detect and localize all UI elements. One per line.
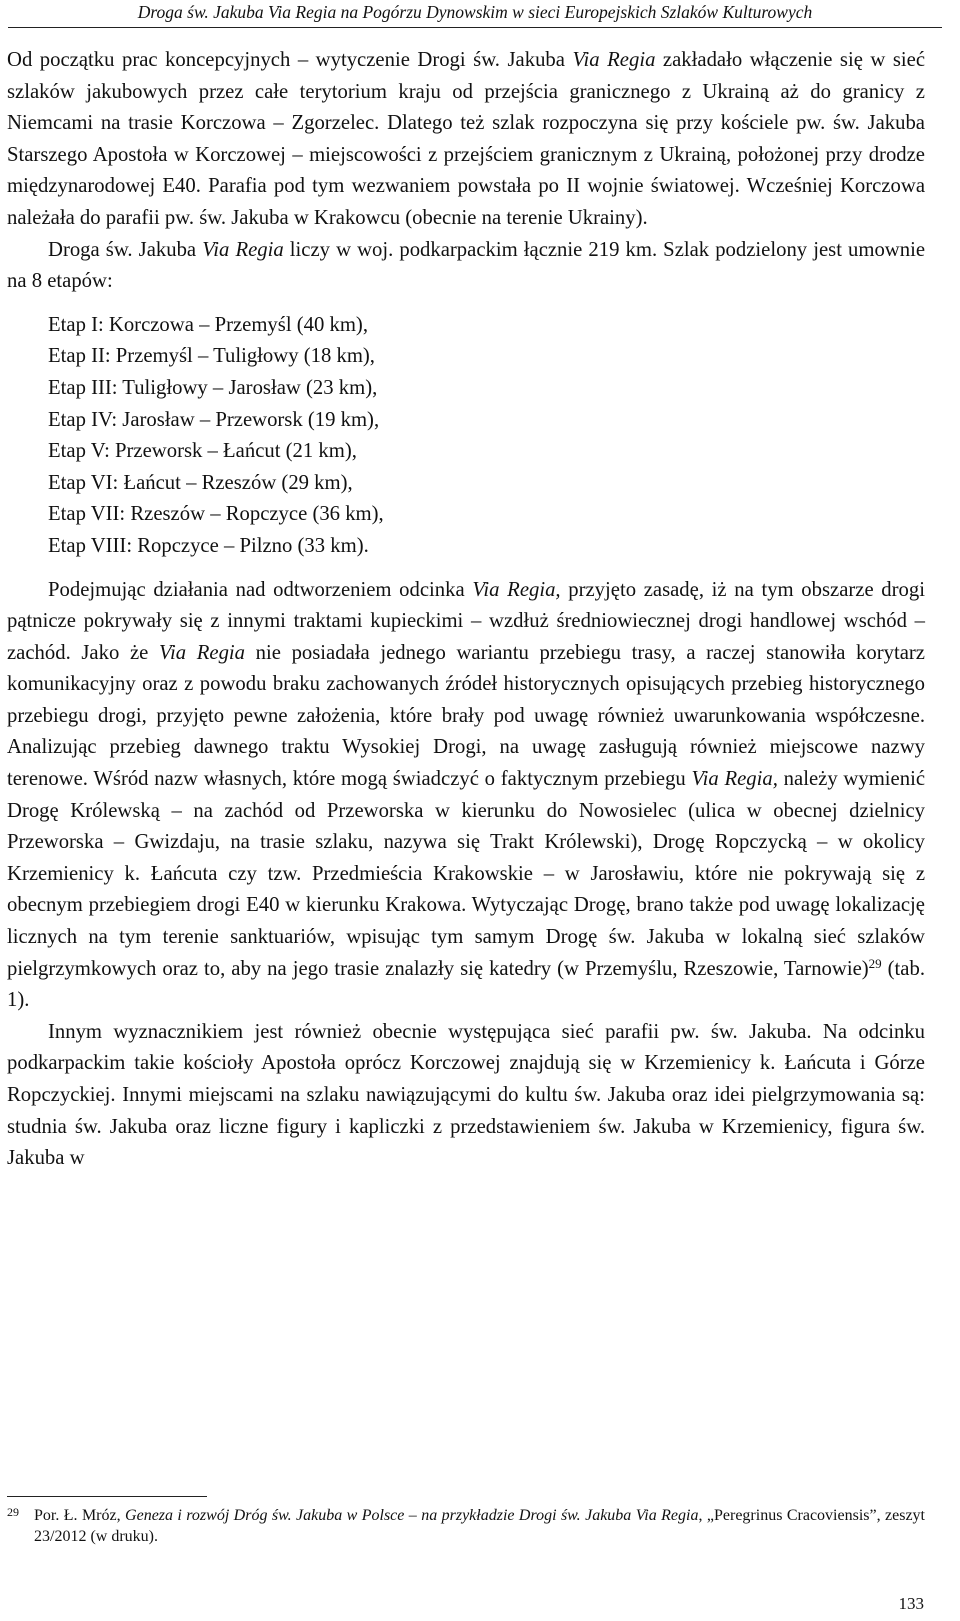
footnote-text-b: , „Peregrinus Cracoviensis”, zeszyt 23/2012 (w druku). <box>34 1507 925 1545</box>
via-regia-italic: Via Regia <box>202 238 284 261</box>
paragraph-3-text-a: Podejmując działania nad odtworzeniem odcinka <box>48 578 473 601</box>
paragraph-2-text-a: Droga św. Jakuba <box>48 238 203 261</box>
stage-item: Etap VIII: Ropczyce – Pilzno (33 km). <box>48 534 369 557</box>
paragraph-3-text-b: przyjęto zasadę, iż na tym obszarze drogi pątnicze pokrywały się z innymi traktami kupieckimi – wzdłuż średniowiecznej drogi handlowej wschód – zachód. Jako że <box>7 578 925 664</box>
via-regia-italic: Via Regia, <box>472 578 561 601</box>
footnote-reference[interactable]: 29 <box>868 955 882 971</box>
paragraph-3-text-d: należy wymienić Drogę Królewską – na zachód od Przeworska w kierunku do Nowosielec (ulica w obecnej dzielnicy Przeworska – Gwizdaju, na trasie szlaku, nazywa się Trakt Królewski), Drogę Ropczycką – w okolicy Krzemienicy k. Łańcuta czy tzw. Przedmieścia Krakowskie – w Jarosławiu, które nie pokrywają się z obecnym przebiegiem drogi E40 w kierunku Krakowa. Wytyczając Drogę, brano także pod uwagę lokalizację licznych na tym terenie sanktuariów, wpisując tym samym Drogę św. Jakuba w lokalną sieć szlaków pielgrzymkowych oraz to, aby na jego trasie znalazły się katedry (w Przemyślu, Rzeszowie, Tarnowie) <box>7 768 926 980</box>
paragraph-4: Innym wyznacznikiem jest również obecnie występująca sieć parafii pw. św. Jakuba. Na odcinku podkarpackim takie kościoły Apostoła oprócz Korczowej znajdują się w Krzemienicy k. Łańcuta i Górze Ropczyckiej. Innymi miejscami na szlaku nawiązującymi do kultu św. Jakuba oraz idei pielgrzymowania są: studnia św. Jakuba oraz liczne figury i kapliczki z przedstawieniem św. Jakuba w Krzemienicy, figura św. Jakuba w <box>7 1020 925 1170</box>
paragraph-3-text-c: nie posiadała jednego wariantu przebiegu trasy, a raczej stanowiła korytarz komunikacyjny oraz z powodu braku zachowanych źródeł historycznych opisujących przebieg historycznego przebiegu drogi, przyjęto pewne założenia, które brały pod uwagę również uwarunkowania współczesne. Analizując przebieg dawnego traktu Wysokiej Drogi, na uwagę zasługują również miejscowe nazwy terenowe. Wśród nazw własnych, które mogą świadczyć o faktycznym przebiegu <box>7 641 925 791</box>
stage-list <box>7 310 925 563</box>
stage-item: Etap V: Przeworsk – Łańcut (21 km), <box>48 440 357 463</box>
paragraph-1 <box>7 45 925 235</box>
footnote-title-italic: Geneza i rozwój Dróg św. Jakuba w Polsce – na przykładzie Drogi św. Jakuba Via Regia <box>125 1507 699 1524</box>
paragraph-1-text-a: Od początku prac koncepcyjnych – wytyczenie Drogi św. Jakuba <box>7 49 573 71</box>
paragraph-2-text-b: liczy w woj. podkarpackim łącznie 219 km. Szlak podzielony jest umownie na 8 etapów: <box>7 238 926 293</box>
footnote-text-a: Por. Ł. Mróz, <box>34 1507 126 1524</box>
stage-item: Etap VII: Rzeszów – Ropczyce (36 km), <box>48 503 384 526</box>
stage-item: Etap IV: Jarosław – Przeworsk (19 km), <box>48 408 380 431</box>
body-text <box>7 45 925 1175</box>
stage-item: Etap I: Korczowa – Przemyśl (40 km), <box>48 313 368 336</box>
paragraph-3-text-e: (tab. 1). <box>7 957 925 1012</box>
paragraph-3 <box>7 575 925 1017</box>
footnote <box>7 1505 925 1547</box>
stage-item: Etap III: Tuligłowy – Jarosław (23 km), <box>48 376 378 399</box>
via-regia-italic: Via Regia, <box>691 768 778 791</box>
footnote-number: 29 <box>7 1505 19 1519</box>
stage-item: Etap VI: Łańcut – Rzeszów (29 km), <box>48 471 353 494</box>
footnote-separator <box>7 1496 207 1497</box>
via-regia-italic: Via Regia <box>572 49 656 71</box>
stage-item: Etap II: Przemyśl – Tuligłowy (18 km), <box>48 345 375 368</box>
footnote-text <box>34 1505 925 1547</box>
via-regia-italic: Via Regia <box>158 641 246 664</box>
running-head: Droga św. Jakuba Via Regia na Pogórzu Dynowskim w sieci Europejskich Szlaków Kulturowych <box>8 2 942 28</box>
page-number: 133 <box>898 1594 924 1613</box>
paragraph-1-text-b: zakładało włączenie się w sieć szlaków jakubowych przez całe terytorium kraju od przejścia granicznego z Ukrainą aż do granicy z Niemcami na trasie Korczowa – Zgorzelec. Dlatego też szlak rozpoczyna się przy kościele pw. św. Jakuba Starszego Apostoła w Korczowej – miejscowości z przejściem granicznym z Ukrainą, położonej przy drodze międzynarodowej E40. Parafia pod tym wezwaniem powstała po II wojnie światowej. Wcześniej Korczowa należała do parafii pw. św. Jakuba w Krakowcu (obecnie na terenie Ukrainy). <box>7 49 926 229</box>
paragraph-2 <box>7 235 925 298</box>
